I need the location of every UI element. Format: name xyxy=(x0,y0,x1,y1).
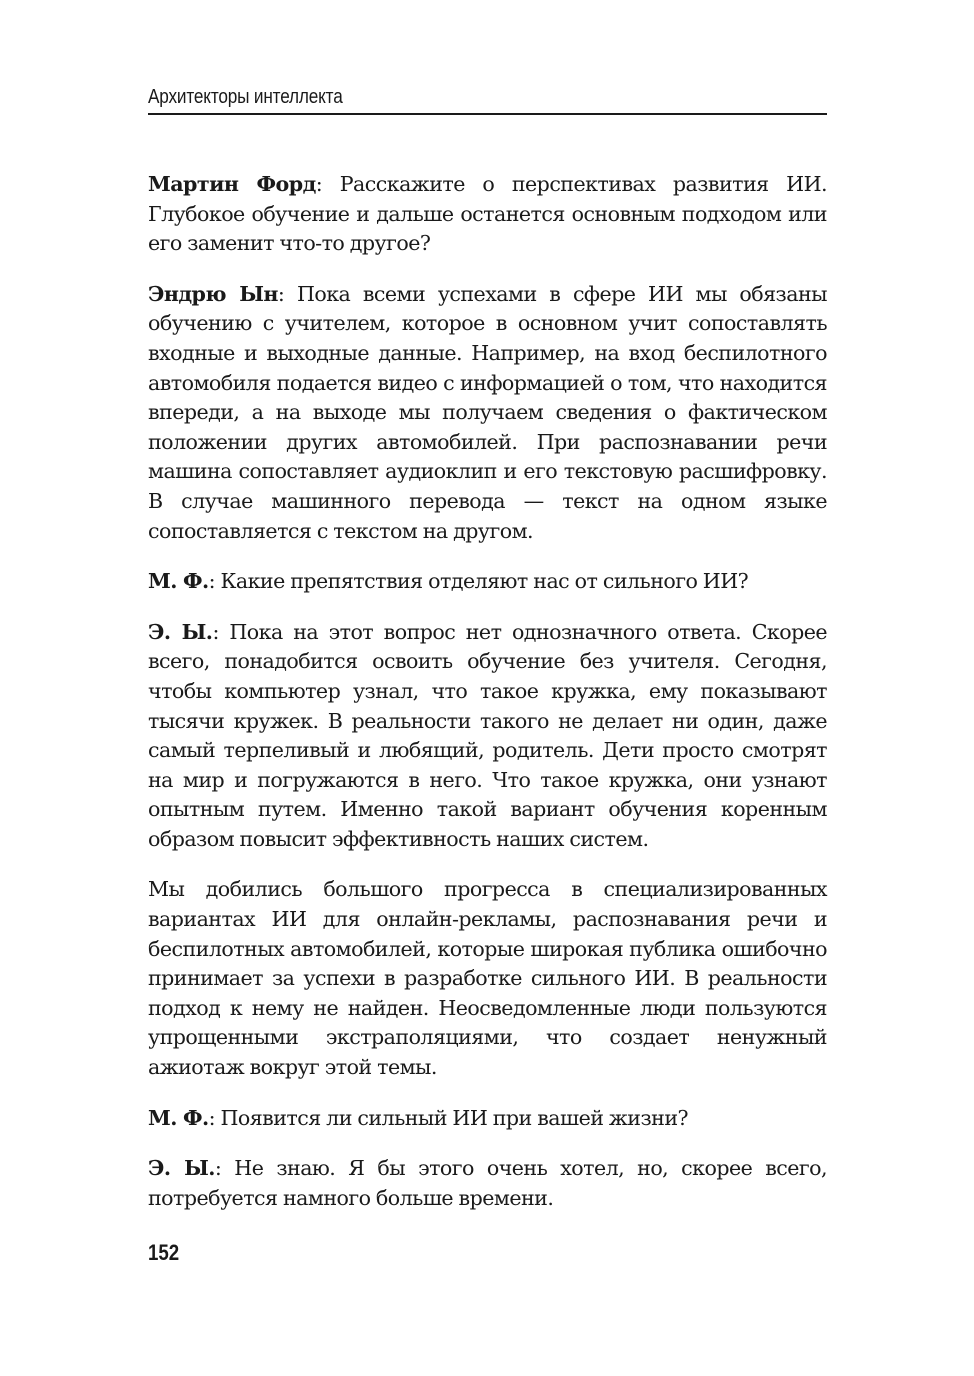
paragraph-text: Какие препятствия отделяют нас от сильного ИИ? xyxy=(220,569,749,594)
speaker-separator: : xyxy=(212,619,230,644)
speaker-separator: : xyxy=(315,172,340,196)
speaker-separator: : xyxy=(277,281,297,306)
speaker-name: Эндрю Ын xyxy=(148,281,278,306)
speaker-separator: : xyxy=(214,1156,235,1181)
paragraph-text: Мы добились большого прогресса в специализированных вариантах ИИ для онлайн-рекламы, распознавания речи и беспилотных автомобилей, которые широкая публика ошибочно принимает за успехи в разработке сильного ИИ. В реальности подход к нему не найден. Неосведомленные люди пользуются упрощенными экстраполяциями, что создает ненужный ажиотаж вокруг этой темы. xyxy=(148,877,827,1080)
speaker-name: Мартин Форд xyxy=(148,172,316,196)
paragraph-text: Пока на этот вопрос нет однозначного ответа. Скорее всего, понадобится освоить обучение без учителя. Сегодня, чтобы компьютер узнал, что такое кружка, ему показывают тысячи кружек. В реальности такого не делает ни один, даже самый терпеливый и любящий, родитель. Дети просто смотрят на мир и погружаются в него. Что такое кружка, они узнают опытным путем. Именно такой вариант обучения коренным образом повысит эффективность наших систем. xyxy=(148,619,827,851)
speaker-separator: : xyxy=(208,1105,221,1130)
paragraph-ng-answer-3 xyxy=(148,1154,827,1213)
paragraph-text: Расскажите о перспективах развития ИИ. Глубокое обучение и дальше останется основным подходом или его заменит что-то другое? xyxy=(148,172,827,256)
paragraph-text: Появится ли сильный ИИ при вашей жизни? xyxy=(220,1105,688,1130)
paragraph-ford-question-3 xyxy=(148,1104,827,1134)
paragraph-ford-question-1 xyxy=(148,170,827,259)
speaker-separator: : xyxy=(208,569,221,594)
header-rule xyxy=(148,113,827,115)
paragraph-ng-answer-1 xyxy=(148,280,827,546)
paragraph-ng-answer-2 xyxy=(148,618,827,855)
page-number: 152 xyxy=(148,1240,180,1265)
speaker-name: М. Ф. xyxy=(148,1105,209,1130)
running-header-title: Архитекторы интеллекта xyxy=(148,86,343,108)
speaker-name: Э. Ы. xyxy=(148,1156,215,1181)
paragraph-text: Пока всеми успехами в сфере ИИ мы обязаны обучению с учителем, которое в основном учит сопоставлять входные и выходные данные. Например, на вход беспилотного автомобиля подается видео с информацией о том, что находится впереди, а на выходе мы получаем сведения о фактическом положении других автомобилей. При распознавании речи машина сопоставляет аудиоклип и его текстовую расшифровку. В случае машинного перевода — текст на одном языке сопоставляется с текстом на другом. xyxy=(148,281,827,543)
speaker-name: М. Ф. xyxy=(148,569,209,594)
body-text xyxy=(148,170,827,1234)
paragraph-ford-question-2 xyxy=(148,567,827,597)
paragraph-ng-answer-2-continued xyxy=(148,875,827,1082)
speaker-name: Э. Ы. xyxy=(148,619,213,644)
paragraph-text: Не знаю. Я бы этого очень хотел, но, скорее всего, потребуется намного больше времени. xyxy=(148,1156,827,1210)
